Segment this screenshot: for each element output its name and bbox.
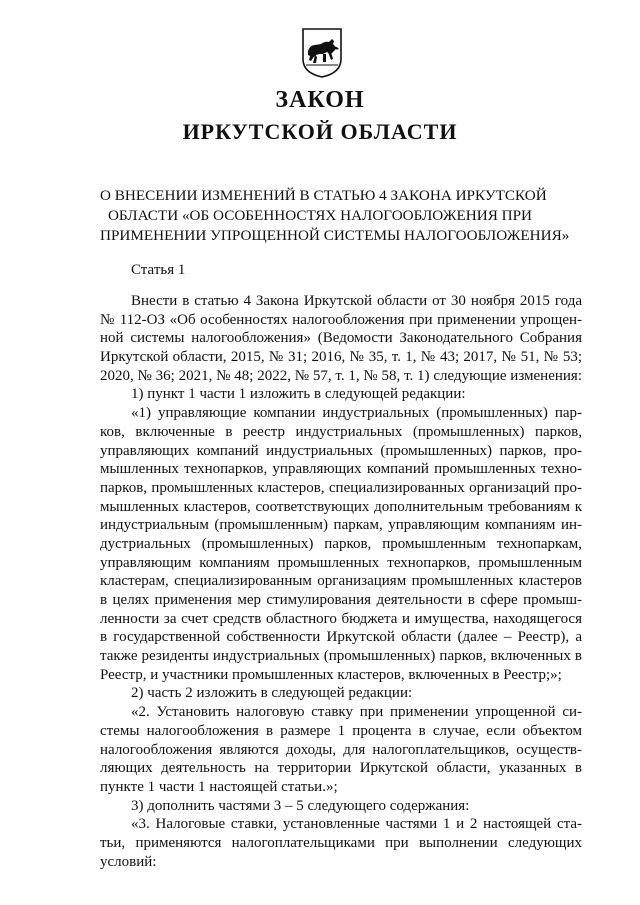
region-title: ИРКУТСКОЙ ОБЛАСТИ <box>182 119 458 144</box>
text-line: «2. Установить налоговую ставку при применении упрощенной си- <box>131 704 582 721</box>
text-line: 1) пункт 1 части 1 изложить в следующей редакции: <box>131 386 466 403</box>
text-line: парков, промышленных кластеров, специализированных организаций про- <box>100 479 582 496</box>
text-line: ной системы налогообложения» (Ведомости Законодательного Собрания <box>100 330 582 347</box>
coat-of-arms-icon <box>301 27 343 79</box>
text-line: дустриальных (промышленных) парков, промышленным технопаркам, <box>100 535 582 552</box>
text-line: Реестр, и участники промышленных кластеров, включенных в Реестр;»; <box>100 666 562 683</box>
heading-line: О ВНЕСЕНИИ ИЗМЕНЕНИЙ В СТАТЬЮ 4 ЗАКОНА ИРКУТСКОЙ <box>100 187 547 204</box>
text-line: Внести в статью 4 Закона Иркутской области от 30 ноября 2015 года <box>131 293 582 309</box>
text-line: «3. Налоговые ставки, установленные частями 1 и 2 настоящей ста- <box>131 816 582 833</box>
text-line: индустриальным (промышленным) паркам, управляющим компаниям ин- <box>100 517 582 534</box>
text-line: 2) часть 2 изложить в следующей редакции: <box>131 685 413 702</box>
heading-line: ПРИМЕНЕНИИ УПРОЩЕННОЙ СИСТЕМЫ НАЛОГООБЛОЖЕНИЯ» <box>100 227 570 244</box>
text-line: № 112-ОЗ «Об особенностях налогообложения при применении упрощен- <box>100 311 582 328</box>
text-line: кластерам, специализированным организациям промышленных кластеров <box>100 573 582 590</box>
text-line: тьи, применяются налогоплательщиками при выполнении следующих <box>100 834 582 851</box>
text-line: также резиденты индустриальных (промышленных) парков, включенных в <box>100 648 582 665</box>
text-line: «1) управляющие компании индустриальных (промышленных) пар- <box>131 405 582 422</box>
text-line: 3) дополнить частями 3 – 5 следующего содержания: <box>131 797 470 814</box>
text-line: мышленных технопарков, управляющих компаний промышленных техно- <box>100 461 582 478</box>
text-line: стемы налогообложения в размере 1 процента в случае, если объектом <box>100 722 582 739</box>
text-line: управляющих компаний индустриальных (промышленных) парков, про- <box>100 442 582 459</box>
text-line: ленности за счет средств областного бюджета и имущества, находящегося <box>100 610 582 627</box>
text-line: ков, включенные в реестр индустриальных (промышленных) парков, <box>100 423 582 440</box>
heading-line: ОБЛАСТИ «ОБ ОСОБЕННОСТЯХ НАЛОГООБЛОЖЕНИЯ ПРИ <box>107 207 533 224</box>
text-line: управляющим компаниям промышленных технопарков, промышленным <box>100 554 582 571</box>
law-title: ЗАКОН <box>275 87 365 113</box>
law-heading <box>100 186 570 246</box>
text-line: налогообложения являются доходы, для налогоплательщиков, осуществ- <box>100 741 582 758</box>
text-line: пункте 1 части 1 настоящей статьи.»; <box>100 778 338 795</box>
text-line: в государственной собственности Иркутской области (далее – Реестр), а <box>100 629 582 646</box>
article-label: Статья 1 <box>131 262 186 278</box>
text-line: условий: <box>100 853 157 870</box>
text-line: ляющих деятельность на территории Иркутской области, указанных в <box>100 760 582 777</box>
text-line: мышленных кластеров, соответствующих дополнительным требованиям к <box>100 498 582 515</box>
law-body <box>100 292 582 871</box>
text-line: Иркутской области, 2015, № 31; 2016, № 35, т. 1, № 43; 2017, № 51, № 53; <box>100 349 582 366</box>
text-line: в целях применения мер стимулирования деятельности в сфере промыш- <box>100 592 582 608</box>
text-line: 2020, № 36; 2021, № 48; 2022, № 57, т. 1, № 58, т. 1) следующие изменения: <box>100 367 582 384</box>
